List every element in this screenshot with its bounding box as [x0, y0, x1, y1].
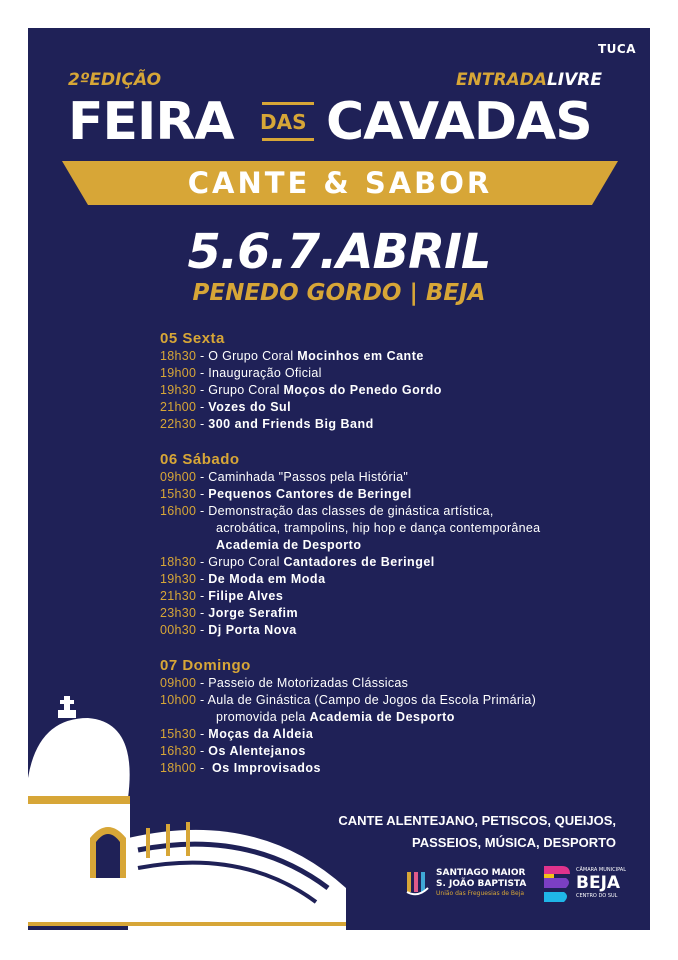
parish-name-2: S. JOÃO BAPTISTA: [436, 879, 527, 889]
schedule-time: 23h30: [160, 606, 197, 620]
schedule-time: 22h30: [160, 417, 197, 431]
city-logo: [542, 862, 626, 906]
free-word: LIVRE: [546, 70, 602, 90]
schedule-performer: Moças da Aldeia: [208, 727, 314, 741]
schedule-text: -: [196, 572, 209, 586]
brand-logo: TUCA: [597, 42, 636, 56]
title-right: CAVADAS: [326, 92, 592, 152]
city-mark-icon: [542, 864, 572, 904]
parish-name-3: União das Freguesias de Beja: [436, 890, 525, 897]
schedule-time: 16h00: [160, 504, 197, 518]
banner-text: CANTE & SABOR: [187, 166, 493, 200]
event-place: PENEDO GORDO | BEJA: [192, 280, 486, 306]
schedule-performer: Academia de Desporto: [309, 710, 455, 724]
schedule-text: -: [196, 623, 209, 637]
schedule-time: 19h30: [160, 572, 197, 586]
schedule-text: - Inauguração Oficial: [196, 366, 322, 380]
title-mid: DAS: [260, 110, 307, 134]
title-left: FEIRA: [68, 92, 234, 152]
event-date: 5.6.7.ABRIL: [187, 224, 491, 280]
edition-label: 2ºEDIÇÃO: [68, 70, 162, 90]
city-motto: CENTRO DO SUL: [576, 893, 618, 899]
day-gap: [160, 433, 640, 451]
schedule-text: -: [196, 744, 209, 758]
city-name: BEJA: [576, 873, 621, 893]
parish-mark-icon: [406, 870, 430, 896]
parish-logo: [406, 866, 526, 902]
schedule-time: 15h30: [160, 727, 197, 741]
schedule-performer: Mocinhos em Cante: [297, 349, 424, 363]
schedule-time: 09h00: [160, 470, 197, 484]
parish-name-1: SANTIAGO MAIOR: [436, 868, 526, 878]
schedule-time: 00h30: [160, 623, 197, 637]
schedule-text: -: [196, 589, 209, 603]
schedule-time: 09h00: [160, 676, 197, 690]
schedule-item: [160, 365, 640, 382]
schedule-performer: 300 and Friends Big Band: [208, 417, 374, 431]
schedule-time: 19h00: [160, 366, 197, 380]
schedule-performer: Pequenos Cantores de Beringel: [208, 487, 412, 501]
schedule-performer: Moços do Penedo Gordo: [283, 383, 442, 397]
schedule-time: 18h00: [160, 761, 197, 775]
event-title: [28, 90, 650, 154]
schedule-text: - Caminhada "Passos pela História": [196, 470, 409, 484]
schedule-item: [160, 588, 640, 605]
schedule-item: [160, 348, 640, 365]
schedule-item: [160, 382, 640, 399]
schedule-text: - Grupo Coral: [196, 383, 284, 397]
day-gap: [160, 639, 640, 657]
schedule-time: 21h30: [160, 589, 197, 603]
schedule-time: 18h30: [160, 555, 197, 569]
schedule-text: -: [196, 606, 209, 620]
schedule-text: -: [196, 727, 209, 741]
day-heading: 06 Sábado: [160, 451, 240, 468]
schedule-performer: Filipe Alves: [208, 589, 284, 603]
schedule-item: [160, 486, 640, 503]
schedule-item: [160, 399, 640, 416]
schedule-time: 10h00: [160, 693, 197, 707]
schedule-performer: Academia de Desporto: [216, 538, 362, 552]
schedule-time: 15h30: [160, 487, 197, 501]
highlights-line-1: CANTE ALENTEJANO, PETISCOS, QUEIJOS,: [338, 813, 616, 828]
schedule-performer: Os Improvisados: [212, 761, 321, 775]
schedule-performer: Vozes do Sul: [208, 400, 292, 414]
schedule-item: [160, 554, 640, 571]
schedule-item: [160, 537, 640, 554]
entry-label: [456, 70, 602, 90]
title-ornament-bottom: [262, 138, 314, 141]
schedule-item: [160, 469, 640, 486]
schedule-time: 16h30: [160, 744, 197, 758]
city-council-label: CÂMARA MUNICIPAL: [576, 867, 626, 873]
highlights: [316, 810, 616, 854]
highlights-line-2: PASSEIOS, MÚSICA, DESPORTO: [412, 835, 616, 850]
schedule-item: [160, 503, 640, 520]
schedule-text: -: [196, 417, 209, 431]
schedule-item: [160, 571, 640, 588]
schedule-time: 21h00: [160, 400, 197, 414]
schedule-item: [160, 622, 640, 639]
schedule-performer: Os Alentejanos: [208, 744, 306, 758]
schedule-performer: Dj Porta Nova: [208, 623, 297, 637]
schedule-item: [160, 605, 640, 622]
schedule-text: -: [196, 487, 209, 501]
schedule-performer: De Moda em Moda: [208, 572, 326, 586]
subtitle-banner: [62, 161, 618, 205]
schedule-item: [160, 520, 640, 537]
title-ornament-top: [262, 102, 314, 105]
schedule-text: - Grupo Coral: [196, 555, 284, 569]
schedule-item: [160, 416, 640, 433]
schedule-text: - Demonstração das classes de ginástica artística,: [196, 504, 494, 518]
poster: [28, 28, 650, 930]
building-illustration: [28, 688, 358, 930]
day-heading: 07 Domingo: [160, 657, 251, 674]
schedule-text: -: [196, 761, 213, 775]
schedule-text: - Passeio de Motorizadas Clássicas: [196, 676, 409, 690]
entry-word: ENTRADA: [456, 70, 547, 90]
schedule-performer: Cantadores de Beringel: [283, 555, 435, 569]
schedule-text: - Aula de Ginástica (Campo de Jogos da Escola Primária): [196, 693, 537, 707]
day-heading: 05 Sexta: [160, 330, 225, 347]
schedule-text: -: [196, 400, 209, 414]
schedule-performer: Jorge Serafim: [208, 606, 299, 620]
schedule-text: acrobática, trampolins, hip hop e dança contemporânea: [216, 521, 541, 535]
schedule-time: 18h30: [160, 349, 197, 363]
schedule-time: 19h30: [160, 383, 197, 397]
schedule-text: - O Grupo Coral: [196, 349, 298, 363]
schedule-text: promovida pela: [216, 710, 310, 724]
